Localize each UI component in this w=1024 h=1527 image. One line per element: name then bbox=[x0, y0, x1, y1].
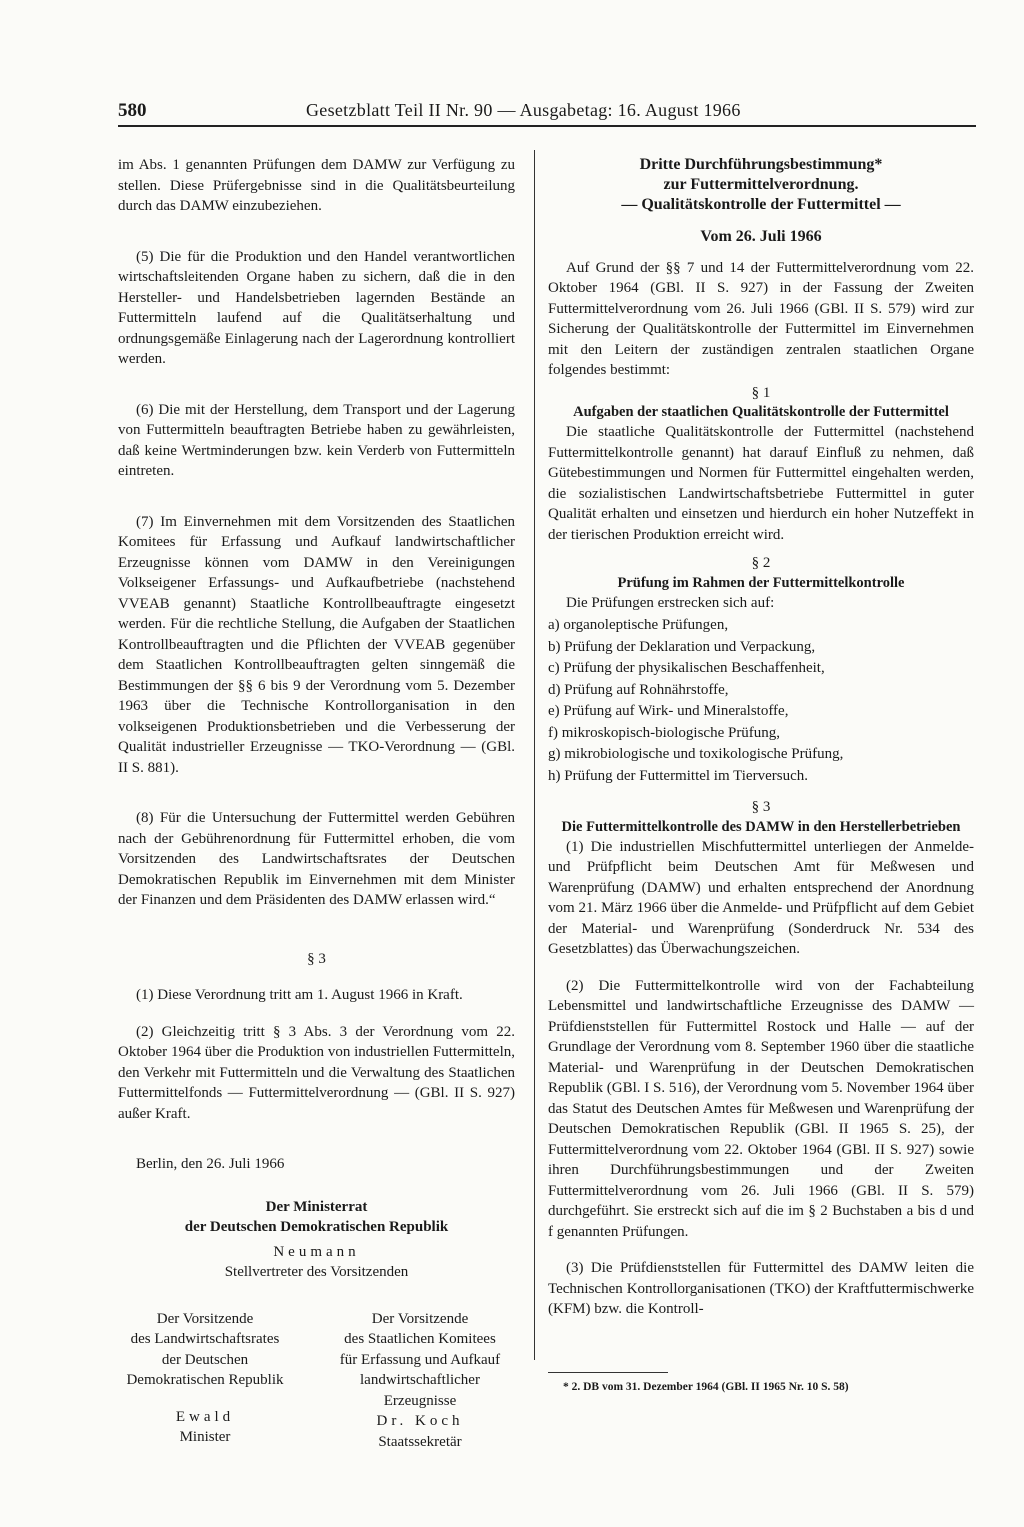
council-line-1: Der Ministerrat bbox=[265, 1198, 368, 1215]
section-3-number: § 3 bbox=[751, 799, 771, 815]
footnote: * 2. DB vom 31. Dezember 1964 (GBl. II 1965 Nr. 10 S. 58) bbox=[563, 1381, 849, 1393]
section-3-para-3: (3) Die Prüfdienststellen für Futtermittel des DAMW leiten die Technischen Kontrollorganisationen (TKO) der Kraftfuttermischwerke (KFM) bzw. die Kontroll- bbox=[548, 1260, 974, 1317]
left-signer-name: Ewald bbox=[175, 1408, 235, 1425]
footnote-rule bbox=[548, 1372, 668, 1373]
section-2-heading: Prüfung im Rahmen der Futtermittelkontrolle bbox=[617, 574, 905, 591]
section-1-number: § 1 bbox=[751, 384, 771, 401]
paragraph-8: (8) Für die Untersuchung der Futtermittel werden Gebühren nach der Gebührenordnung für Futtermittel erhoben, die vom Vorsitzenden des Landwirtschaftsrates der Deutschen Demokratischen Republik im Einvernehmen mit dem Minister der Finanzen und dem Präsidenten des DAMW erlassen wird.“ bbox=[118, 810, 515, 908]
document-title: Dritte Durchführungsbestimmung* bbox=[639, 156, 883, 173]
signer-name: Neumann bbox=[273, 1243, 360, 1260]
right-signer-name: Dr. Koch bbox=[376, 1413, 464, 1429]
section-3-para-2: (2) Die Futtermittelkontrolle wird von der Fachabteilung Lebensmittel und landwirtschaftliche Erzeugnisse des DAMW — Prüfdienststellen für Futtermittel Rostock und Halle — auf der Grundlage der Verordnung vom 8. September 1960 über die staatliche Material- und Warenprüfung in der Deutschen Demokratischen Republik (GBl. I S. 516), der Verordnung vom 5. November 1964 über das Statut des Deutschen Amtes für Meßwesen und Warenprüfung der Deutschen Demokratischen Republik (GBl. II 1965 S. 25), der Futtermittelverordnung vom 22. Oktober 1964 (GBl. II S. 927) sowie ihren Durchführungsbestimmungen und der Zweiten Futtermittelverordnung vom 26. Juli 1966 (GBl. II S. 579) durchgeführt. Sie erstreckt sich auf die im § 2 Buchstaben a bis d und f genannten Prüfungen. bbox=[548, 977, 974, 1240]
list-item: b) Prüfung der Deklaration und Verpackung, bbox=[548, 638, 816, 655]
signature-right: Der Vorsitzende des Staatlichen Komitees für Erfassung und Aufkauf landwirtschaftlicher Erzeugnisse Dr. Koch Staatssekretär bbox=[314, 1309, 526, 1453]
document-date: Vom 26. Juli 1966 bbox=[700, 228, 822, 245]
preamble: Auf Grund der §§ 7 und 14 der Futtermittelverordnung vom 22. Oktober 1964 (GBl. II S. 927) in der Fassung der Zweiten Futtermittelverordnung vom 26. Juli 1966 (GBl. II S. 579) wird zur Sicherung der Qualitätskontrolle der Futtermittel im Einvernehmen mit den Leitern der zuständigen zentralen staatlichen Organe folgendes bestimmt: bbox=[548, 259, 974, 378]
council-line-2: der Deutschen Demokratischen Republik bbox=[184, 1219, 449, 1235]
right-column bbox=[548, 155, 974, 1320]
section-3-heading: § 3 bbox=[307, 950, 326, 967]
list-item: c) Prüfung der physikalischen Beschaffenheit, bbox=[548, 660, 825, 676]
list-item: d) Prüfung auf Rohnährstoffe, bbox=[548, 681, 729, 698]
examination-list bbox=[548, 615, 974, 787]
running-title: Gesetzblatt Teil II Nr. 90 — Ausgabetag: 16. August 1966 bbox=[306, 100, 741, 120]
document-subtitle: zur Futtermittelverordnung. bbox=[663, 176, 859, 193]
column-divider bbox=[534, 150, 535, 1360]
section-2-number: § 2 bbox=[751, 555, 771, 571]
signature-left: Der Vorsitzende des Landwirtschaftsrates der Deutschen Demokratischen Republik Ewald Minister bbox=[100, 1309, 310, 1448]
paragraph-6: (6) Die mit der Herstellung, dem Transport und der Lagerung von Futtermitteln beauftragten Betriebe haben zu gewährleisten, daß keine Wertminderungen bzw. kein Verderb von Futtermitteln eintreten. bbox=[118, 401, 515, 479]
paragraph: im Abs. 1 genannten Prüfungen dem DAMW zur Verfügung zu stellen. Diese Prüfergebnisse sind in die Qualitätsbeurteilung durch das DAMW einzubeziehen. bbox=[118, 157, 515, 214]
paragraph-5: (5) Die für die Produktion und den Handel verantwortlichen wirtschaftsleitenden Organe haben zu sichern, daß die in den Hersteller- und Handelsbetrieben lagernden Bestände an Futtermitteln laufend auf die Qualitätserhaltung und ordnungsgemäße Einlagerung nach der Lagerordnung kontrolliert werden. bbox=[118, 248, 515, 367]
place-date: Berlin, den 26. Juli 1966 bbox=[136, 1156, 285, 1172]
section-1-heading: Aufgaben der staatlichen Qualitätskontrolle der Futtermittel bbox=[573, 404, 949, 420]
list-item: a) organoleptische Prüfungen, bbox=[548, 617, 729, 633]
signature-block bbox=[118, 1309, 515, 1450]
left-signer-role: Minister bbox=[179, 1429, 231, 1445]
document-subject: — Qualitätskontrolle der Futtermittel — bbox=[621, 196, 901, 213]
paragraph-7: (7) Im Einvernehmen mit dem Vorsitzenden des Staatlichen Komitees für Erfassung und Aufkauf landwirtschaftlicher Erzeugnisse können vom DAMW in den Vereinigungen Volkseigener Erfassungs- und Aufkaufbetriebe (nachstehend VVEAB genannt) Staatliche Kontrollbeauftragte eingesetzt werden. Für die rechtliche Stellung, die Aufgaben der Staatlichen Kontrollbeauftragten und die Pflichten der VVEAB gegenüber dem Staatlichen Kontrollbeauftragten gelten sinngemäß die Bestimmungen der §§ 6 bis 9 der Verordnung vom 5. Dezember 1963 über die Technische Kontrollorganisation in den volkseigenen Produktionsbetrieben und die Verbesserung der Qualität industrieller Erzeugnisse — TKO-Verordnung — (GBl. II S. 881). bbox=[118, 513, 515, 776]
section-3-para-1: (1) Die industriellen Mischfuttermittel unterliegen der Anmelde- und Prüfpflicht beim Deutschen Amt für Meßwesen und Warenprüfung (DAMW) und erhalten entsprechend der Anordnung vom 21. März 1966 über die Anmelde- und Prüfpflicht auf dem Gebiet der Material- und Warenprüfung (Sonderdruck Nr. 534 des Gesetzblattes) das Überwachungszeichen. bbox=[548, 838, 974, 957]
list-item: g) mikrobiologische und toxikologische Prüfung, bbox=[548, 746, 844, 762]
section-1-text: Die staatliche Qualitätskontrolle der Futtermittel (nachstehend Futtermittelkontrolle genannt) hat darauf Einfluß zu nehmen, daß Gütebestimmungen und Normen für Futtermittel eingehalten werden, die sozialistischen Landwirtschaftsbetriebe Futtermittel in guter Qualität erhalten und einsetzen und hierdurch ein hoher Nutzeffekt in der tierischen Produktion erreicht wird. bbox=[548, 424, 974, 543]
section-3-para-1: (1) Diese Verordnung tritt am 1. August 1966 in Kraft. bbox=[136, 987, 463, 1003]
list-item: f) mikroskopisch-biologische Prüfung, bbox=[548, 724, 781, 741]
section-2-intro: Die Prüfungen erstrecken sich auf: bbox=[566, 594, 775, 611]
section-3-heading: Die Futtermittelkontrolle des DAMW in den Herstellerbetrieben bbox=[561, 818, 961, 835]
header-rule bbox=[118, 125, 976, 127]
page-header bbox=[118, 100, 976, 124]
left-column bbox=[118, 155, 515, 1450]
list-item: e) Prüfung auf Wirk- und Mineralstoffe, bbox=[548, 703, 789, 719]
right-signer-role: Staatssekretär bbox=[378, 1433, 462, 1450]
section-3-para-2: (2) Gleichzeitig tritt § 3 Abs. 3 der Verordnung vom 22. Oktober 1964 über die Produktion von industriellen Futtermitteln, den Verkehr mit Futtermitteln und die Verwaltung des Staatlichen Futtermittelfonds — Futtermittelverordnung — (GBl. II S. 927) außer Kraft. bbox=[118, 1023, 515, 1122]
signer-role: Stellvertreter des Vorsitzenden bbox=[224, 1264, 409, 1280]
page-number: 580 bbox=[118, 100, 147, 121]
list-item: h) Prüfung der Futtermittel im Tierversuch. bbox=[548, 767, 808, 784]
